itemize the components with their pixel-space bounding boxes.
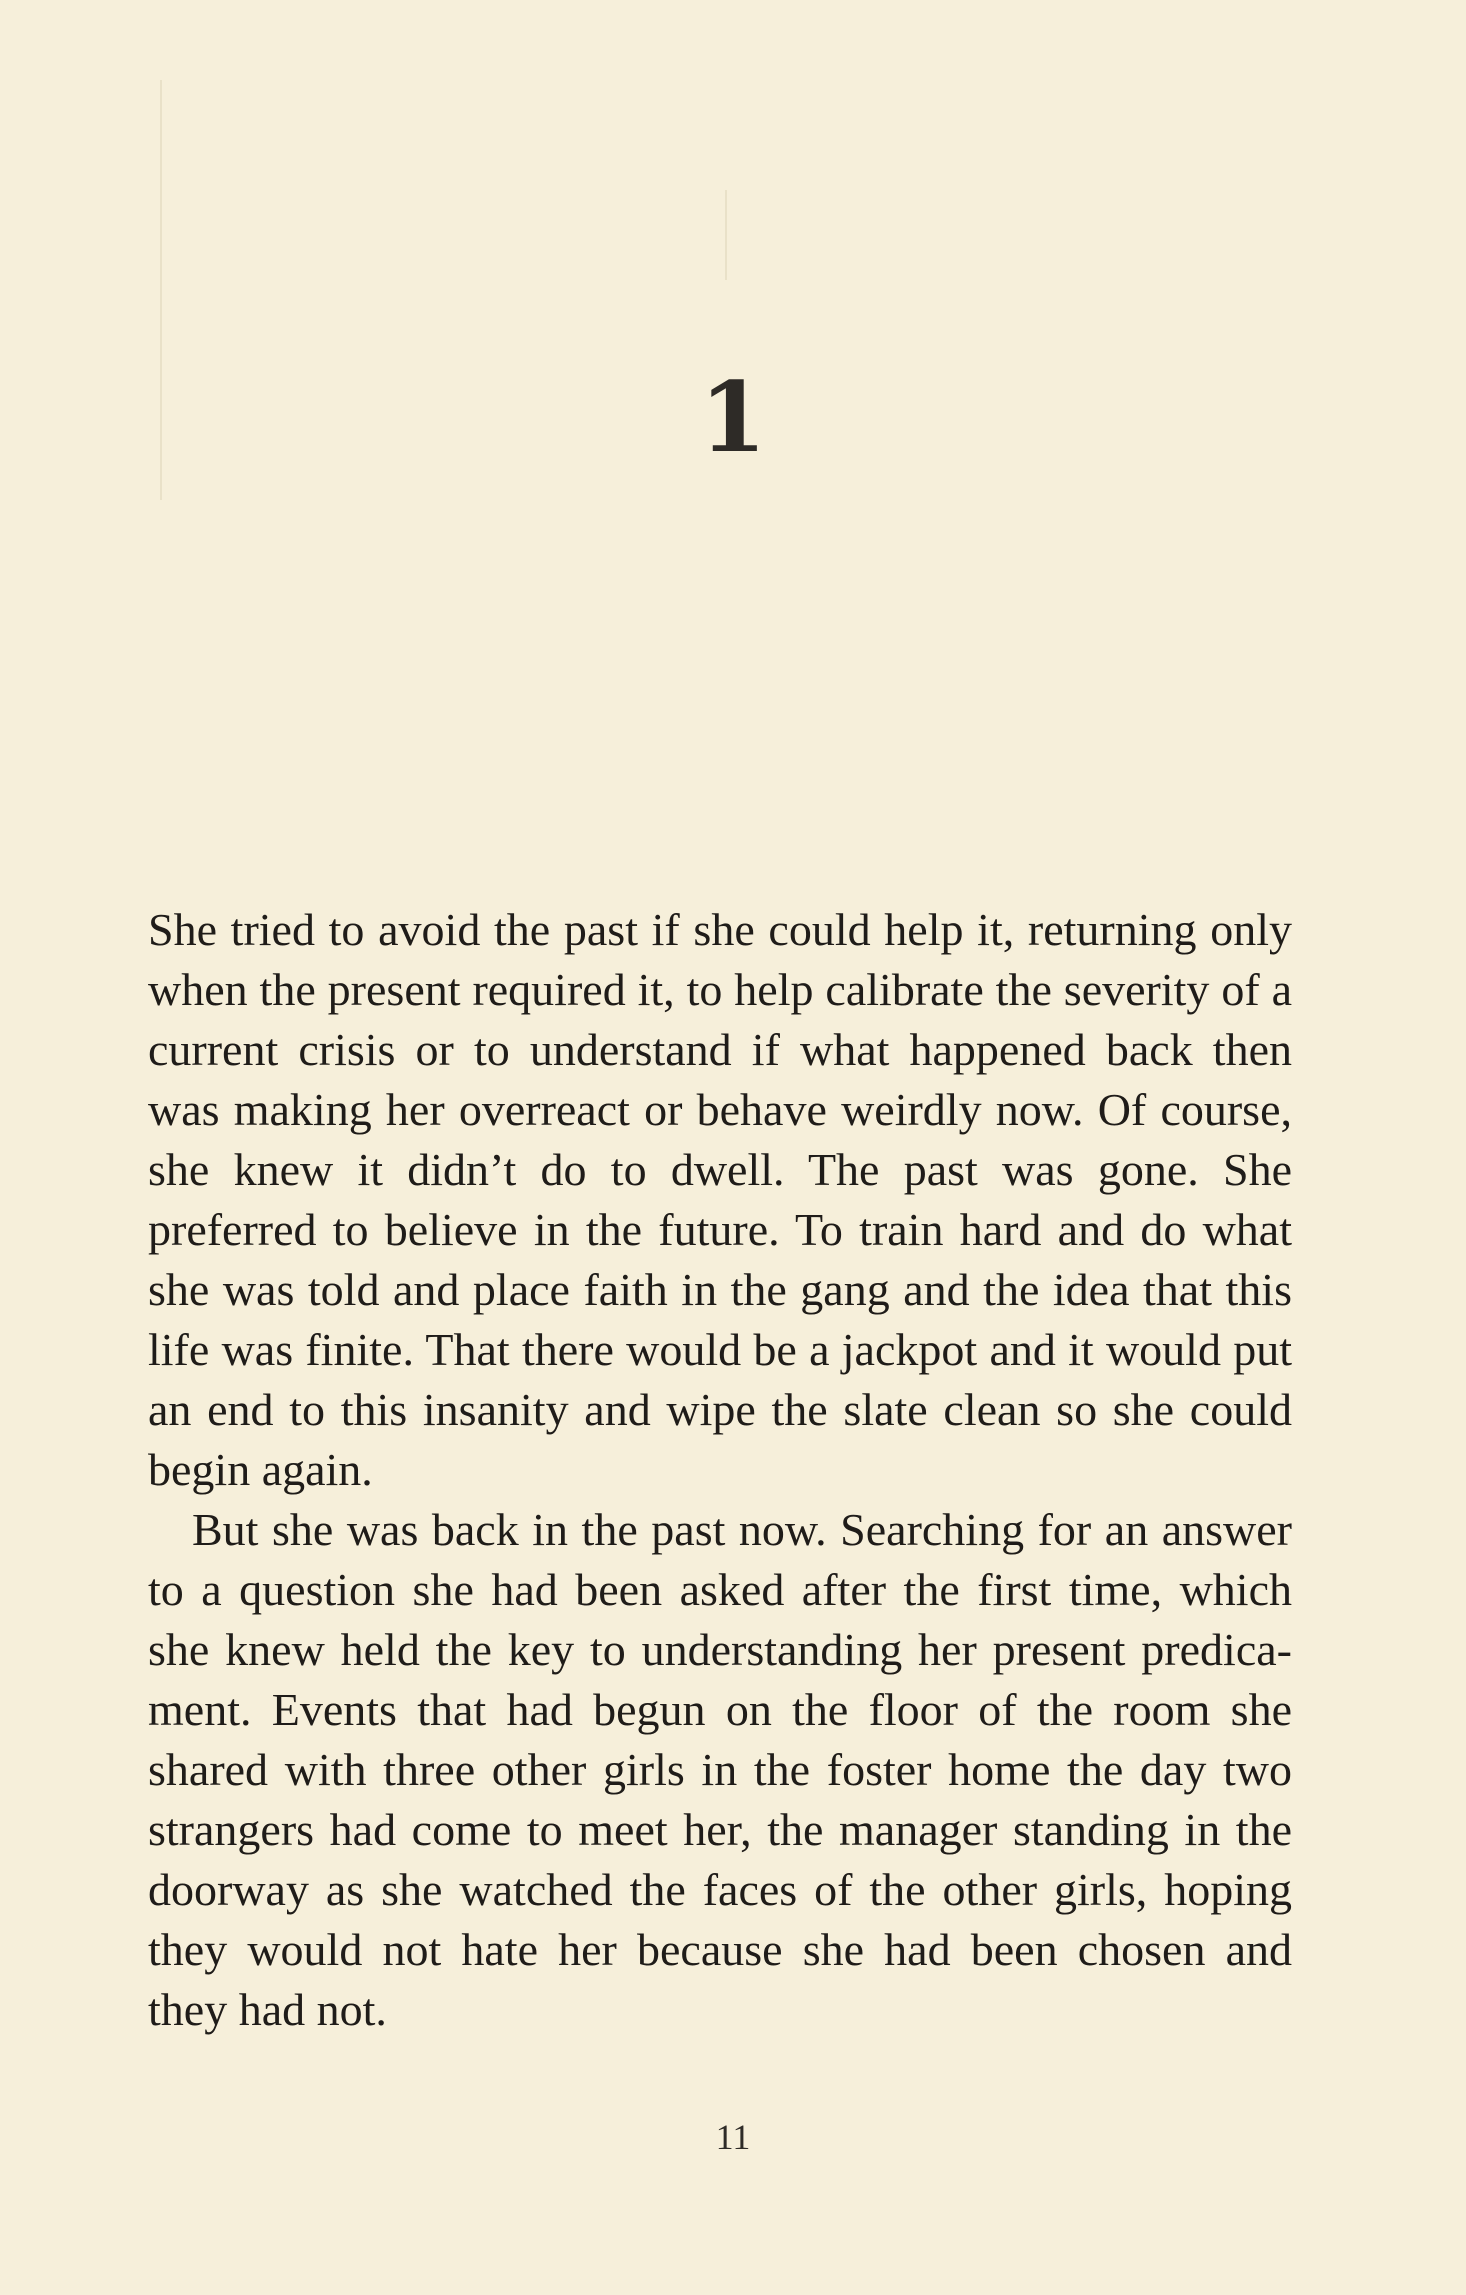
- paragraph: But she was back in the past now. Searching for an answer to a question she had been asked after the first time, which she knew held the key to understanding her present predicament. Events that had begun on the floor of the room she shared with three other girls in the foster home the day two strangers had come to meet her, the manager standing in the doorway as she watched the faces of the other girls, hoping they would not hate her because she had been chosen and they had not.: [148, 1504, 1292, 2035]
- body-text: [148, 900, 1292, 2040]
- page-number: 11: [715, 2117, 751, 2157]
- scan-artifact: [725, 190, 727, 280]
- paragraph: She tried to avoid the past if she could help it, returning only when the present required it, to help calibrate the severity of a current crisis or to understand if what happened back then was making her overreact or behave weirdly now. Of course, she knew it didn’t do to dwell. The past was gone. She preferred to believe in the future. To train hard and do what she was told and place faith in the gang and the idea that this life was finite. That there would be a jackpot and it would put an end to this insanity and wipe the slate clean so she could begin again.: [148, 904, 1292, 1495]
- chapter-number: 1: [699, 361, 767, 474]
